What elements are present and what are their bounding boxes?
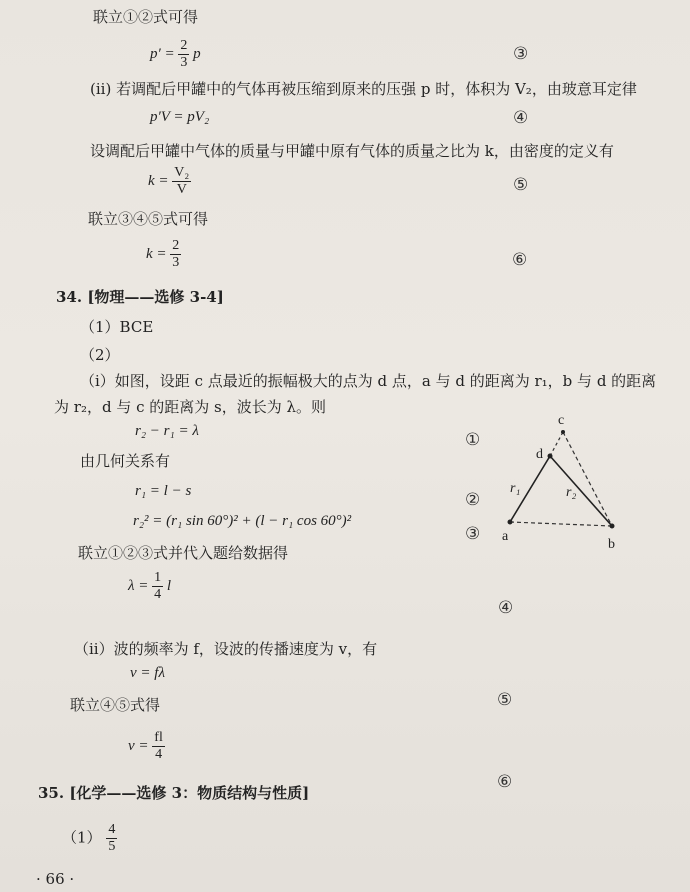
equation-number: ③ — [513, 44, 529, 64]
label-r1: r₁ — [510, 481, 521, 496]
label-c: c — [558, 413, 565, 428]
equation-k-value: k = $\frac{2}{3}$ — [146, 238, 180, 270]
label-r2: r₂ — [566, 485, 577, 500]
text-line: 联立①②式可得 — [93, 8, 199, 26]
segment-dc — [550, 432, 563, 456]
equation-p-prime: p′ = $\frac{2}{3}$ p — [150, 38, 201, 70]
equation-wave-speed: v = fλ — [130, 665, 165, 681]
text-line: 联立④⑤式得 — [70, 696, 161, 714]
label-a: a — [502, 529, 509, 544]
equation-r1: r₁ = l − s — [135, 483, 192, 499]
point-d — [548, 454, 553, 459]
answer-line: （2） — [80, 346, 120, 364]
text-line: 为 r₂，d 与 c 的距离为 s，波长为 λ。则 — [54, 398, 327, 416]
label-b: b — [608, 537, 615, 550]
point-a — [508, 520, 513, 525]
equation-number: ④ — [513, 108, 529, 128]
point-b — [610, 524, 615, 529]
equation-number: ⑥ — [497, 772, 513, 792]
question-heading: 35. [化学——选修 3：物质结构与性质] — [38, 784, 310, 802]
question-heading: 34. [物理——选修 3-4] — [56, 288, 224, 306]
text-line: 设调配后甲罐中气体的质量与甲罐中原有气体的质量之比为 k，由密度的定义有 — [90, 142, 614, 160]
page-number: · 66 · — [36, 870, 75, 888]
equation-v-result: v = $\frac{fl}{4}$ — [128, 730, 163, 762]
equation-lambda: λ = $\frac{1}{4}$ l — [128, 570, 172, 602]
equation-number: ③ — [465, 524, 481, 544]
text-line: 联立①②③式并代入题给数据得 — [78, 544, 289, 562]
equation-number: ⑤ — [513, 175, 529, 195]
label-d: d — [536, 447, 543, 462]
equation-boyle: p′V = pV₂ — [150, 109, 210, 125]
text-line: 由几何关系有 — [80, 452, 171, 470]
text-line: （i）如图，设距 c 点最近的振幅极大的点为 d 点，a 与 d 的距离为 r₁，b 与 d 的距离 — [80, 372, 657, 390]
triangle-diagram — [490, 410, 640, 550]
equation-r2-squared: r₂² = (r₁ sin 60°)² + (l − r₁ cos 60°)² — [133, 513, 352, 529]
answer-line: （1） $\frac{4}{5}$ — [62, 822, 116, 854]
text-line: (ii) 若调配后甲罐中的气体再被压缩到原来的压强 p 时，体积为 V₂，由玻意耳定律 — [90, 80, 637, 98]
equation-k-ratio: k = $\frac{\text{V₂}}{V}$ — [148, 165, 190, 197]
point-c — [561, 430, 565, 434]
text-line: 联立③④⑤式可得 — [88, 210, 209, 228]
equation-path-difference: r₂ − r₁ = λ — [135, 423, 199, 439]
equation-number: ⑤ — [497, 690, 513, 710]
equation-number: ④ — [498, 598, 514, 618]
segment-ab — [510, 522, 612, 526]
equation-number: ⑥ — [512, 250, 528, 270]
answer-line: （1）BCE — [80, 318, 154, 336]
equation-number: ① — [465, 430, 481, 450]
equation-number: ② — [465, 490, 481, 510]
text-line: （ii）波的频率为 f，设波的传播速度为 v，有 — [74, 640, 378, 658]
